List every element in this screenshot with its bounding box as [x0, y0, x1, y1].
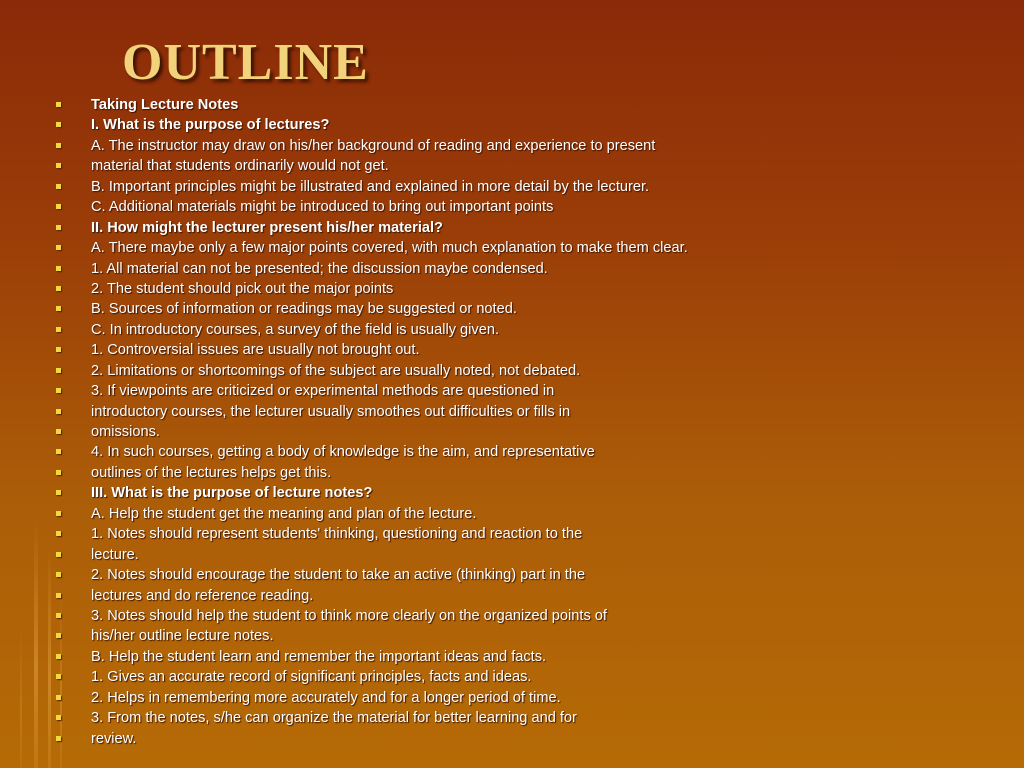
square-bullet-icon: [56, 184, 61, 189]
square-bullet-icon: [56, 449, 61, 454]
outline-item: [52, 463, 1012, 483]
outline-item-text: 2. Notes should encourage the student to take an active (thinking) part in the: [91, 567, 586, 584]
outline-item-text: III. What is the purpose of lecture notes?: [91, 485, 373, 502]
square-bullet-icon: [56, 490, 61, 495]
outline-item: [52, 95, 1012, 115]
square-bullet-icon: [56, 531, 61, 536]
outline-item: [52, 320, 1012, 340]
square-bullet-icon: [56, 593, 61, 598]
outline-item: [52, 708, 1012, 728]
square-bullet-icon: [56, 266, 61, 271]
outline-list: [52, 95, 1012, 749]
outline-item: [52, 729, 1012, 749]
square-bullet-icon: [56, 715, 61, 720]
decorative-streak: [20, 628, 22, 768]
square-bullet-icon: [56, 572, 61, 577]
outline-item: [52, 667, 1012, 687]
outline-item: [52, 259, 1012, 279]
outline-item: [52, 136, 1012, 156]
square-bullet-icon: [56, 388, 61, 393]
outline-item-text: A. The instructor may draw on his/her background of reading and experience to present: [91, 137, 656, 154]
square-bullet-icon: [56, 695, 61, 700]
square-bullet-icon: [56, 674, 61, 679]
outline-item-text: 2. Limitations or shortcomings of the subject are usually noted, not debated.: [91, 362, 581, 379]
square-bullet-icon: [56, 204, 61, 209]
square-bullet-icon: [56, 122, 61, 127]
outline-item-text: material that students ordinarily would not get.: [91, 158, 389, 175]
square-bullet-icon: [56, 306, 61, 311]
square-bullet-icon: [56, 511, 61, 516]
outline-item-text: 1. Controversial issues are usually not brought out.: [91, 342, 420, 359]
outline-item: [52, 381, 1012, 401]
square-bullet-icon: [56, 654, 61, 659]
outline-item: [52, 524, 1012, 544]
outline-item-text: C. In introductory courses, a survey of the field is usually given.: [91, 321, 500, 338]
square-bullet-icon: [56, 409, 61, 414]
outline-item-text: B. Help the student learn and remember the important ideas and facts.: [91, 648, 547, 665]
square-bullet-icon: [56, 245, 61, 250]
square-bullet-icon: [56, 613, 61, 618]
outline-item: [52, 115, 1012, 135]
outline-item-text: 4. In such courses, getting a body of knowledge is the aim, and representative: [91, 444, 595, 461]
outline-item-text: C. Additional materials might be introduced to bring out important points: [91, 199, 554, 216]
square-bullet-icon: [56, 368, 61, 373]
outline-item-text: lectures and do reference reading.: [91, 587, 314, 604]
outline-item-text: I. What is the purpose of lectures?: [91, 117, 330, 134]
outline-item-text: B. Sources of information or readings may be suggested or noted.: [91, 301, 517, 318]
outline-item-text: 1. Notes should represent students' thinking, questioning and reaction to the: [91, 526, 583, 543]
outline-item: [52, 504, 1012, 524]
outline-item-text: 3. If viewpoints are criticized or experimental methods are questioned in: [91, 383, 555, 400]
square-bullet-icon: [56, 633, 61, 638]
outline-item: [52, 647, 1012, 667]
outline-item: [52, 177, 1012, 197]
outline-item-text: II. How might the lecturer present his/her material?: [91, 219, 443, 236]
square-bullet-icon: [56, 347, 61, 352]
square-bullet-icon: [56, 429, 61, 434]
square-bullet-icon: [56, 470, 61, 475]
outline-item-text: lecture.: [91, 546, 139, 563]
outline-item-text: 1. All material can not be presented; the discussion maybe condensed.: [91, 260, 548, 277]
outline-item: [52, 279, 1012, 299]
outline-item: [52, 340, 1012, 360]
outline-item-text: omissions.: [91, 424, 160, 440]
square-bullet-icon: [56, 163, 61, 168]
outline-item-text: 2. Helps in remembering more accurately and for a longer period of time.: [91, 689, 561, 706]
outline-item-text: outlines of the lectures helps get this.: [91, 464, 332, 481]
outline-item: [52, 442, 1012, 462]
outline-item-text: review.: [91, 730, 137, 747]
square-bullet-icon: [56, 225, 61, 230]
outline-item: [52, 299, 1012, 319]
outline-item-text: Taking Lecture Notes: [91, 97, 239, 113]
outline-item-text: 2. The student should pick out the major points: [91, 280, 394, 297]
outline-item-text: 3. Notes should help the student to think more clearly on the organized points of: [91, 607, 607, 624]
outline-item: [52, 156, 1012, 176]
square-bullet-icon: [56, 143, 61, 148]
outline-item-text: 1. Gives an accurate record of significant principles, facts and ideas.: [91, 669, 532, 686]
outline-item: [52, 218, 1012, 238]
decorative-streak: [48, 548, 51, 768]
outline-item: [52, 626, 1012, 646]
outline-item: [52, 361, 1012, 381]
square-bullet-icon: [56, 102, 61, 107]
outline-item: [52, 606, 1012, 626]
square-bullet-icon: [56, 552, 61, 557]
outline-item-text: 3. From the notes, s/he can organize the material for better learning and for: [91, 710, 577, 727]
outline-item: [52, 402, 1012, 422]
outline-item-text: his/her outline lecture notes.: [91, 628, 274, 645]
outline-item: [52, 688, 1012, 708]
square-bullet-icon: [56, 286, 61, 291]
outline-item: [52, 197, 1012, 217]
outline-item-text: introductory courses, the lecturer usually smoothes out difficulties or fills in: [91, 403, 571, 420]
outline-item: [52, 238, 1012, 258]
square-bullet-icon: [56, 736, 61, 741]
outline-item-text: B. Important principles might be illustrated and explained in more detail by the lecturer.: [91, 178, 650, 195]
outline-item: [52, 422, 1012, 442]
decorative-streak: [34, 518, 38, 768]
square-bullet-icon: [56, 327, 61, 332]
outline-item: [52, 483, 1012, 503]
outline-item: [52, 545, 1012, 565]
slide-title: OUTLINE: [122, 34, 369, 91]
outline-item-text: A. Help the student get the meaning and plan of the lecture.: [91, 505, 477, 522]
outline-item: [52, 565, 1012, 585]
outline-item: [52, 586, 1012, 606]
outline-item-text: A. There maybe only a few major points covered, with much explanation to make them clear.: [91, 240, 688, 257]
